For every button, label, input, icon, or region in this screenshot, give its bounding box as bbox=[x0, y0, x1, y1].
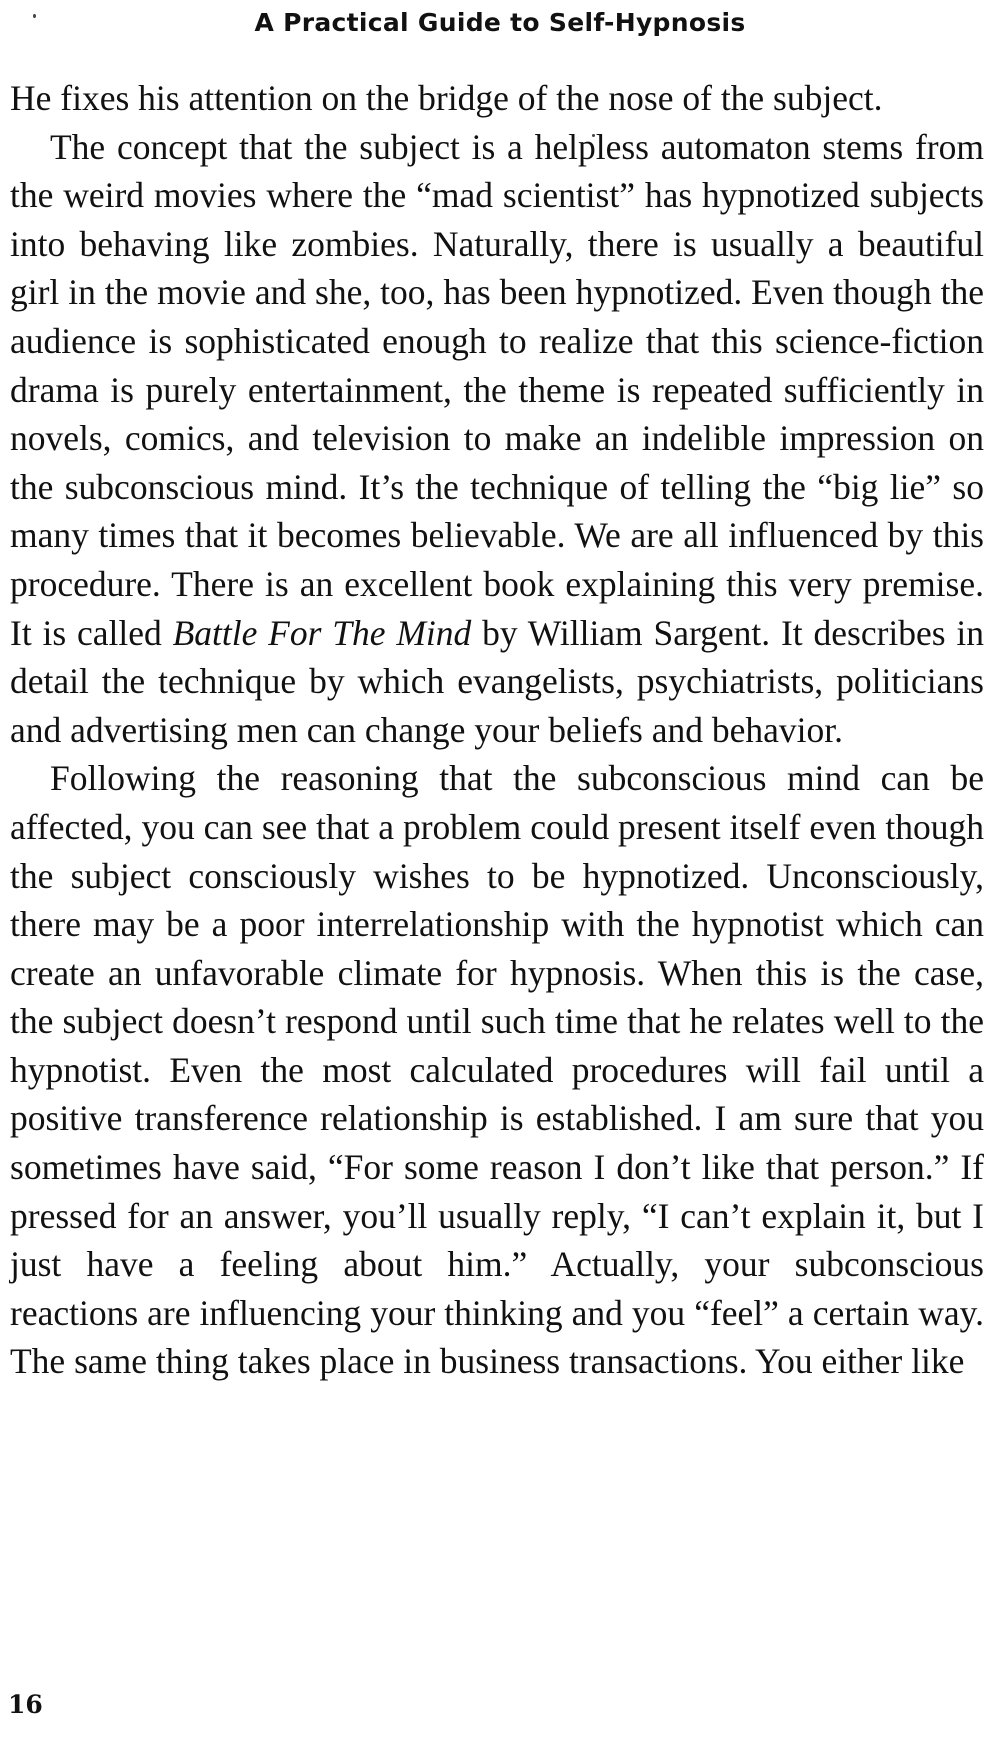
paragraph-2-text-end: by William Sargent. It describes in detail the technique by which evangelists, psychiatrists, politicians and advertising men can change your beliefs and behavior. bbox=[10, 612, 985, 750]
book-title: Battle For The Mind bbox=[172, 612, 472, 653]
paragraph-2 bbox=[10, 123, 984, 755]
body-text bbox=[10, 74, 984, 1386]
page-number: 16 bbox=[8, 1690, 43, 1719]
paragraph-2-text-start: The concept that the subject is a helpless automaton stems from the weird movies where the “mad scientist” has hypnotized subjects into behaving like zombies. Naturally, there is usually a beautiful girl in the movie and she, too, has been hypnotized. Even though the audience is sophisticated enough to realize that this science-fiction drama is purely entertainment, the theme is repeated sufficiently in novels, comics, and television to make an indelible impression on the subconscious mind. It’s the technique of telling the “big lie” so many times that it becomes believable. We are all influenced by this procedure. There is an excellent book explaining this very premise. It is called bbox=[10, 126, 984, 653]
paragraph-3: Following the reasoning that the subconscious mind can be affected, you can see that a problem could present itself even though the subject consciously wishes to be hypnotized. Unconsciously, there may be a poor interrelationship with the hypnotist which can create an unfavorable climate for hypnosis. When this is the case, the subject doesn’t respond until such time that he relates well to the hypnotist. Even the most calculated procedures will fail until a positive transference relationship is established. I am sure that you sometimes have said, “For some reason I don’t like that person.” If pressed for an answer, you’ll usually reply, “I can’t explain it, but I just have a feeling about him.” Actually, your subconscious reactions are influencing your thinking and you “feel” a certain way. The same thing takes place in business transactions. You either like bbox=[10, 758, 984, 1382]
paragraph-1: He fixes his attention on the bridge of the nose of the subject. bbox=[10, 78, 883, 118]
running-head: A Practical Guide to Self-Hypnosis bbox=[254, 8, 746, 37]
